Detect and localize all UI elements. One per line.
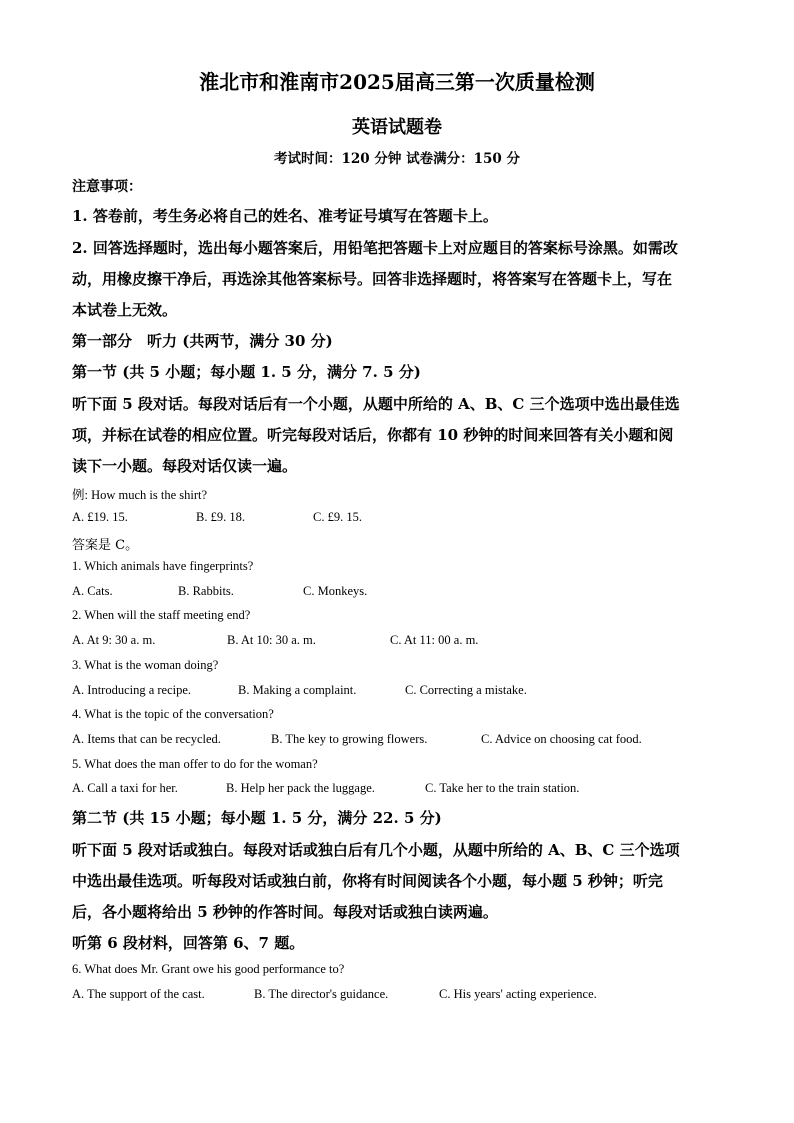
q1-option-b: B. Rabbits. — [178, 584, 234, 598]
section2-instructions-2: 中选出最佳选项。听每段对话或独白前，你将有时间阅读各个小题，每小题 5 秒钟；听完 — [72, 872, 663, 890]
notice-item-2: 2. 回答选择题时，选出每小题答案后，用铅笔把答题卡上对应题目的答案标号涂黑。如需改 — [72, 239, 678, 257]
section2-heading: 第二节 (共 15 小题；每小题 1. 5 分，满分 22. 5 分) — [72, 809, 442, 827]
q6-option-b: B. The director's guidance. — [254, 987, 389, 1001]
question-2: 2. When will the staff meeting end? — [72, 608, 251, 622]
example-answer: 答案是 C。 — [72, 538, 139, 553]
q5-option-b: B. Help her pack the luggage. — [226, 781, 375, 795]
q4-option-b: B. The key to growing flowers. — [271, 732, 428, 746]
question-4: 4. What is the topic of the conversation? — [72, 707, 274, 721]
q3-option-c: C. Correcting a mistake. — [405, 683, 527, 697]
q3-option-a: A. Introducing a recipe. — [72, 683, 192, 697]
q2-option-a: A. At 9: 30 a. m. — [72, 633, 156, 647]
section1-instructions-3: 读下一小题。每段对话仅读一遍。 — [72, 457, 298, 475]
q1-option-a: A. Cats. — [72, 584, 113, 598]
material-6-heading: 听第 6 段材料，回答第 6、7 题。 — [72, 934, 305, 952]
q4-option-a: A. Items that can be recycled. — [72, 732, 221, 746]
notice-heading: 注意事项： — [72, 179, 142, 195]
q5-option-a: A. Call a taxi for her. — [72, 781, 178, 795]
q6-option-a: A. The support of the cast. — [72, 987, 205, 1001]
notice-item-2-end: 本试卷上无效。 — [72, 301, 178, 319]
q6-option-c: C. His years' acting experience. — [439, 987, 597, 1001]
example-option-b: B. £9. 18. — [196, 510, 245, 524]
notice-item-2-cont: 动，用橡皮擦干净后，再选涂其他答案标号。回答非选择题时，将答案写在答题卡上，写在 — [72, 270, 673, 288]
q1-option-c: C. Monkeys. — [303, 584, 368, 598]
question-6: 6. What does Mr. Grant owe his good performance to? — [72, 962, 345, 976]
section1-instructions-1: 听下面 5 段对话。每段对话后有一个小题，从题中所给的 A、B、C 三个选项中选出最佳选 — [72, 395, 680, 413]
section1-instructions-2: 项，并标在试卷的相应位置。听完每段对话后，你都有 10 秒钟的时间来回答有关小题和阅 — [72, 426, 674, 444]
exam-subtitle: 英语试题卷 — [352, 117, 442, 138]
part1-heading: 第一部分 听力 (共两节，满分 30 分) — [72, 332, 333, 350]
section2-instructions-1: 听下面 5 段对话或独白。每段对话或独白后有几个小题，从题中所给的 A、B、C 三个选项 — [72, 841, 680, 859]
question-5: 5. What does the man offer to do for the woman? — [72, 757, 318, 771]
notice-item-1: 1. 答卷前，考生务必将自己的姓名、准考证号填写在答题卡上。 — [72, 207, 498, 225]
example-question: 例: How much is the shirt? — [72, 488, 208, 502]
q2-option-b: B. At 10: 30 a. m. — [227, 633, 316, 647]
q5-option-c: C. Take her to the train station. — [425, 781, 580, 795]
section2-instructions-3: 后，各小题将给出 5 秒钟的作答时间。每段对话或独白读两遍。 — [72, 903, 498, 921]
section1-heading: 第一节 (共 5 小题；每小题 1. 5 分，满分 7. 5 分) — [72, 363, 421, 381]
question-1: 1. Which animals have fingerprints? — [72, 559, 254, 573]
exam-title: 淮北市和淮南市2025届高三第一次质量检测 — [199, 70, 595, 94]
q2-option-c: C. At 11: 00 a. m. — [390, 633, 479, 647]
q3-option-b: B. Making a complaint. — [238, 683, 357, 697]
q4-option-c: C. Advice on choosing cat food. — [481, 732, 642, 746]
example-option-a: A. £19. 15. — [72, 510, 128, 524]
example-option-c: C. £9. 15. — [313, 510, 362, 524]
exam-meta: 考试时间：120 分钟 试卷满分：150 分 — [274, 151, 520, 167]
question-3: 3. What is the woman doing? — [72, 658, 219, 672]
